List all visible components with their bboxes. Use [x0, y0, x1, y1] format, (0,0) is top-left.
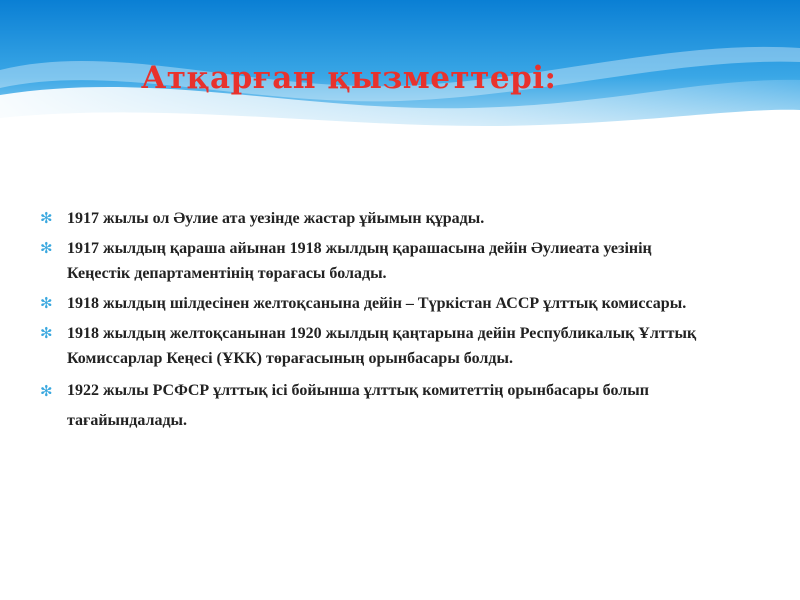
- slide-title: Атқарған қызметтері:: [141, 60, 557, 96]
- list-item: [40, 291, 700, 316]
- asterisk-bullet-icon: ✻: [40, 382, 53, 400]
- list-item-text: 1918 жылдың желтоқсанынан 1920 жылдың қаңтарына дейін Республикалық Ұлттық Комиссарлар Кеңесі (ҰКК) төрағасының орынбасары болды.: [67, 325, 697, 367]
- list-item: [40, 376, 700, 436]
- asterisk-bullet-icon: ✻: [40, 239, 53, 257]
- asterisk-bullet-icon: ✻: [40, 209, 53, 227]
- list-item-text: 1917 жылы ол Әулие ата уезінде жастар ұйымын құрады.: [67, 210, 485, 227]
- list-item-text: 1917 жылдың қараша айынан 1918 жылдың қарашасына дейін Әулиеата уезінің Кеңестік департаментінің төрағасы болады.: [67, 240, 652, 282]
- asterisk-bullet-icon: ✻: [40, 324, 53, 342]
- list-item: [40, 321, 700, 371]
- bullet-list: [40, 206, 700, 441]
- list-item-text: 1918 жылдың шілдесінен желтоқсанына дейін – Түркістан АССР ұлттық комиссары.: [67, 295, 687, 312]
- list-item-text: 1922 жылы РСФСР ұлттық ісі бойынша ұлттық комитеттің орынбасары болып тағайындалады.: [67, 382, 649, 429]
- list-item: [40, 206, 700, 231]
- asterisk-bullet-icon: ✻: [40, 294, 53, 312]
- list-item: [40, 236, 700, 286]
